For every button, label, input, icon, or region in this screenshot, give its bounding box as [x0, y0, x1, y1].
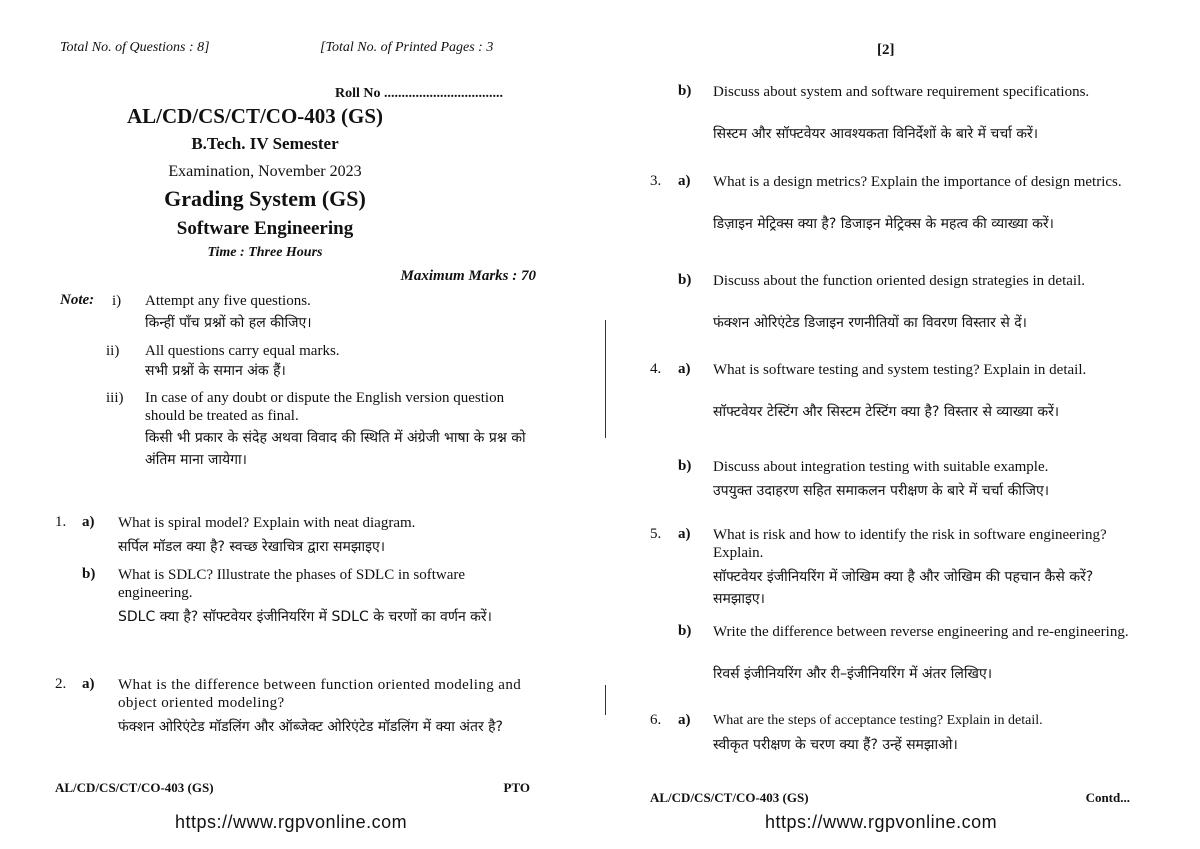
footer-contd: Contd...	[1085, 790, 1130, 805]
total-pages: [Total No. of Printed Pages : 3	[320, 40, 494, 55]
page-divider	[605, 685, 606, 715]
page-number: [2]	[877, 42, 895, 58]
question-number: 5.	[650, 526, 662, 542]
question-number: 2.	[55, 676, 67, 692]
part-letter: a)	[678, 712, 691, 728]
note-num: ii)	[106, 343, 120, 359]
question-number: 4.	[650, 361, 662, 377]
question-text-en: What is risk and how to identify the risk in software engineering? Explain.	[713, 527, 1107, 561]
website-url[interactable]: https://www.rgpvonline.com	[175, 812, 408, 832]
note-num: i)	[112, 293, 122, 309]
note-label: Note:	[60, 292, 95, 308]
question-number: 3.	[650, 173, 662, 189]
question-text-en: Discuss about integration testing with suitable example.	[713, 459, 1049, 475]
part-letter: a)	[82, 676, 95, 692]
question-text-en: What is spiral model? Explain with neat diagram.	[118, 515, 416, 531]
question-number: 6.	[650, 712, 662, 728]
question-text-hi: स्वीकृत परीक्षण के चरण क्या हैं? उन्हें समझाओ।	[713, 737, 958, 753]
note-text-en: In case of any doubt or dispute the English version question should be treated as final.	[145, 390, 505, 424]
left-page	[40, 0, 550, 849]
footer-pto: PTO	[503, 780, 530, 795]
question-text-en: What is a design metrics? Explain the importance of design metrics.	[713, 174, 1122, 190]
question-text-hi: रिवर्स इंजीनियरिंग और री–इंजीनियरिंग में अंतर लिखिए।	[713, 666, 992, 682]
question-number: 1.	[55, 514, 67, 530]
question-text-en: Write the difference between reverse engineering and re-engineering.	[713, 624, 1129, 640]
grading-system: Grading System (GS)	[164, 186, 366, 211]
part-letter: b)	[678, 83, 692, 99]
max-marks: Maximum Marks : 70	[400, 268, 536, 284]
question-text-hi: सॉफ्टवेयर इंजीनियरिंग में जोखिम क्या है और जोखिम की पहचान कैसे करें? समझाइए।	[713, 569, 1094, 607]
right-page	[640, 0, 1150, 849]
website-url[interactable]: https://www.rgpvonline.com	[765, 812, 998, 832]
question-text-en: What is SDLC? Illustrate the phases of SDLC in software engineering.	[118, 567, 466, 601]
page-divider	[605, 320, 606, 438]
part-letter: b)	[678, 623, 692, 639]
question-text-hi: डिज़ाइन मेट्रिक्स क्या है? डिजाइन मेट्रिक्स के महत्व की व्याख्या करें।	[713, 216, 1054, 232]
part-letter: a)	[678, 526, 691, 542]
paper-code: AL/CD/CS/CT/CO-403 (GS)	[126, 104, 384, 128]
question-text-en: What are the steps of acceptance testing? Explain in detail.	[713, 713, 1043, 728]
total-questions: Total No. of Questions : 8]	[60, 40, 210, 55]
note-text-hi: किन्हीं पाँच प्रश्नों को हल कीजिए।	[145, 315, 312, 331]
question-text-hi: सॉफ्टवेयर टेस्टिंग और सिस्टम टेस्टिंग क्या है? विस्तार से व्याख्या करें।	[713, 404, 1060, 420]
note-text-hi: सभी प्रश्नों के समान अंक हैं।	[145, 363, 286, 379]
note-text-en: All questions carry equal marks.	[145, 343, 340, 359]
part-letter: a)	[82, 514, 95, 530]
part-letter: b)	[678, 272, 692, 288]
footer-code: AL/CD/CS/CT/CO-403 (GS)	[650, 790, 809, 805]
part-letter: a)	[678, 361, 691, 377]
part-letter: b)	[678, 458, 692, 474]
question-text-hi: फंक्शन ओरिएंटेड डिजाइन रणनीतियों का विवरण विस्तार से दें।	[713, 315, 1027, 331]
question-text-en: What is the difference between function oriented modeling and object oriented modeling?	[118, 677, 522, 711]
question-text-hi: फंक्शन ओरिएंटेड मॉडलिंग और ऑब्जेक्ट ओरिएंटेड मॉडलिंग में क्या अंतर है?	[118, 719, 503, 735]
question-text-hi: उपयुक्त उदाहरण सहित समाकलन परीक्षण के बारे में चर्चा कीजिए।	[713, 483, 1050, 499]
part-letter: b)	[82, 566, 96, 582]
question-text-hi: सर्पिल मॉडल क्या है? स्वच्छ रेखाचित्र द्वारा समझाइए।	[118, 539, 386, 555]
note-num: iii)	[106, 390, 124, 406]
exam-title: Examination, November 2023	[168, 163, 362, 180]
question-text-en: Discuss about the function oriented design strategies in detail.	[713, 273, 1085, 289]
roll-no: Roll No ..................................	[335, 86, 503, 101]
subject-title: Software Engineering	[176, 218, 354, 239]
question-text-en: Discuss about system and software requirement specifications.	[713, 84, 1090, 100]
part-letter: a)	[678, 173, 691, 189]
footer-code: AL/CD/CS/CT/CO-403 (GS)	[55, 780, 214, 795]
semester: B.Tech. IV Semester	[191, 134, 339, 153]
question-text-en: What is software testing and system testing? Explain in detail.	[713, 362, 1087, 378]
question-text-hi: SDLC क्या है? सॉफ्टवेयर इंजीनियरिंग में SDLC के चरणों का वर्णन करें।	[118, 609, 492, 625]
question-text-hi: सिस्टम और सॉफ्टवेयर आवश्यकता विनिर्देशों के बारे में चर्चा करें।	[713, 126, 1039, 142]
note-text-hi: किसी भी प्रकार के संदेह अथवा विवाद की स्थिति में अंग्रेजी भाषा के प्रश्न को अंतिम माना जायेगा।	[145, 430, 526, 468]
time-label: Time : Three Hours	[207, 245, 323, 260]
note-text-en: Attempt any five questions.	[145, 293, 311, 309]
